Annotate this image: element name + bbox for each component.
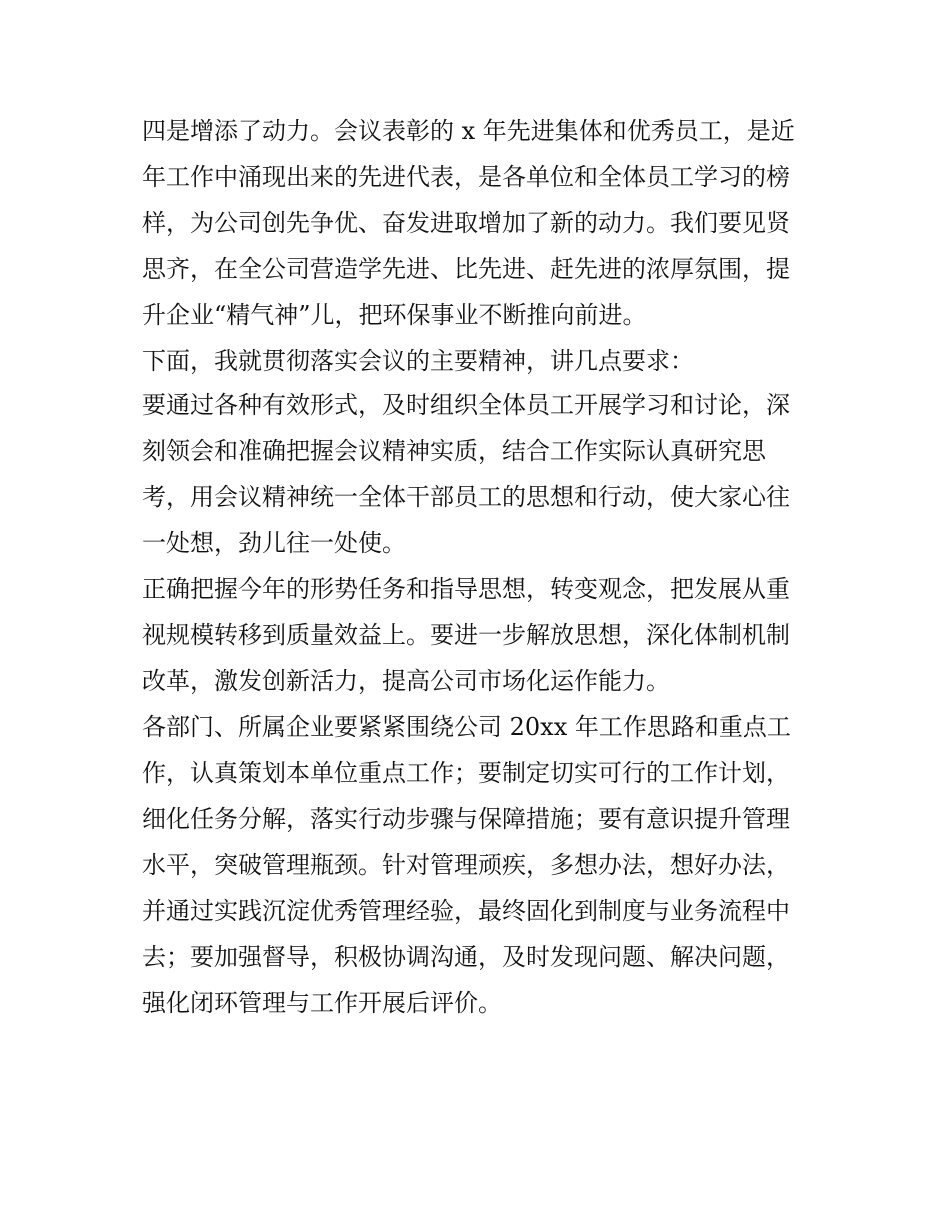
- text-line: 各部门、所属企业要紧紧围绕公司 20xx 年工作思路和重点工: [142, 713, 791, 741]
- text-line: 下面，我就贯彻落实会议的主要精神，讲几点要求：: [142, 347, 694, 375]
- paragraph-departments: [142, 704, 814, 1026]
- text-line: 作，认真策划本单位重点工作；要制定切实可行的工作计划，: [142, 759, 790, 787]
- text-line: 强化闭环管理与工作开展后评价。: [142, 989, 502, 1017]
- text-line: 改革，激发创新活力，提高公司市场化运作能力。: [142, 667, 670, 695]
- text-line: 样，为公司创先争优、奋发进取增加了新的动力。我们要见贤: [142, 209, 790, 237]
- paragraph-motivation: [142, 108, 814, 338]
- text-line: 刻领会和准确把握会议精神实质，结合工作实际认真研究思: [142, 437, 766, 465]
- text-line: 并通过实践沉淀优秀管理经验，最终固化到制度与业务流程中: [142, 897, 790, 925]
- text-line: 水平，突破管理瓶颈。针对管理顽疾，多想办法，想好办法，: [142, 851, 790, 879]
- text-line: 细化任务分解，落实行动步骤与保障措施；要有意识提升管理: [142, 805, 790, 833]
- document-body: [142, 108, 814, 1026]
- paragraph-study: [142, 382, 814, 566]
- text-line: 年工作中涌现出来的先进代表，是各单位和全体员工学习的榜: [142, 163, 790, 191]
- text-line: 正确把握今年的形势任务和指导思想，转变观念，把发展从重: [142, 575, 790, 603]
- text-line: 考，用会议精神统一全体干部员工的思想和行动，使大家心往: [142, 483, 790, 511]
- text-line: 要通过各种有效形式，及时组织全体员工开展学习和讨论，深: [142, 391, 790, 419]
- paragraph-situation: [142, 566, 814, 704]
- paragraph-requirements-intro: [142, 338, 814, 382]
- text-line: 思齐，在全公司营造学先进、比先进、赶先进的浓厚氛围，提: [142, 255, 790, 283]
- text-line: 去；要加强督导，积极协调沟通，及时发现问题、解决问题，: [142, 943, 790, 971]
- text-line: 一处想，劲儿往一处使。: [142, 529, 406, 557]
- text-line: 视规模转移到质量效益上。要进一步解放思想，深化体制机制: [142, 621, 790, 649]
- text-line: 四是增添了动力。会议表彰的 x 年先进集体和优秀员工，是近: [142, 117, 795, 145]
- text-line: 升企业“精气神”儿，把环保事业不断推向前进。: [142, 301, 647, 329]
